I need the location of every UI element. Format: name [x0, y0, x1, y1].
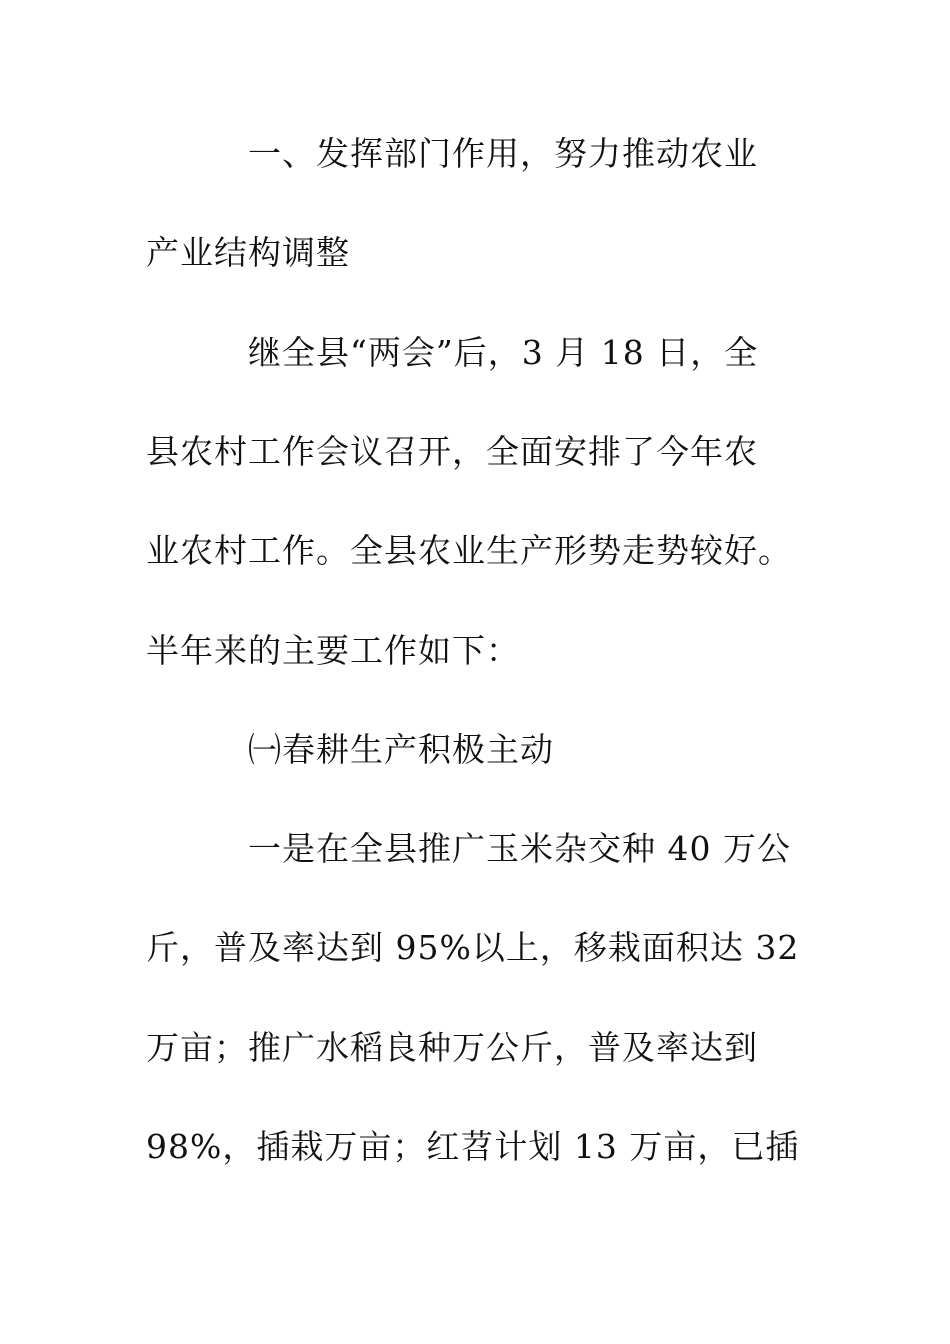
section-heading-line-1: 一、发挥部门作用，努力推动农业: [248, 134, 758, 173]
paragraph-2-line-2: 斤，普及率达到 95%以上，移栽面积达 32: [146, 928, 800, 967]
paragraph-1-line-3: 业农村工作。全县农业生产形势走势较好。: [146, 531, 792, 570]
paragraph-1-line-4: 半年来的主要工作如下：: [146, 631, 520, 670]
subheading: ㈠春耕生产积极主动: [248, 730, 554, 769]
paragraph-2-line-3: 万亩；推广水稻良种万公斤，普及率达到: [146, 1028, 758, 1067]
section-heading-line-2: 产业结构调整: [146, 233, 350, 272]
paragraph-2-line-1: 一是在全县推广玉米杂交种 40 万公: [248, 829, 791, 868]
paragraph-1-line-2: 县农村工作会议召开，全面安排了今年农: [146, 432, 758, 471]
paragraph-2-line-4: 98%，插栽万亩；红苕计划 13 万亩，已插: [146, 1127, 800, 1166]
paragraph-1-line-1: 继全县“两会”后，3 月 18 日，全: [248, 333, 759, 372]
